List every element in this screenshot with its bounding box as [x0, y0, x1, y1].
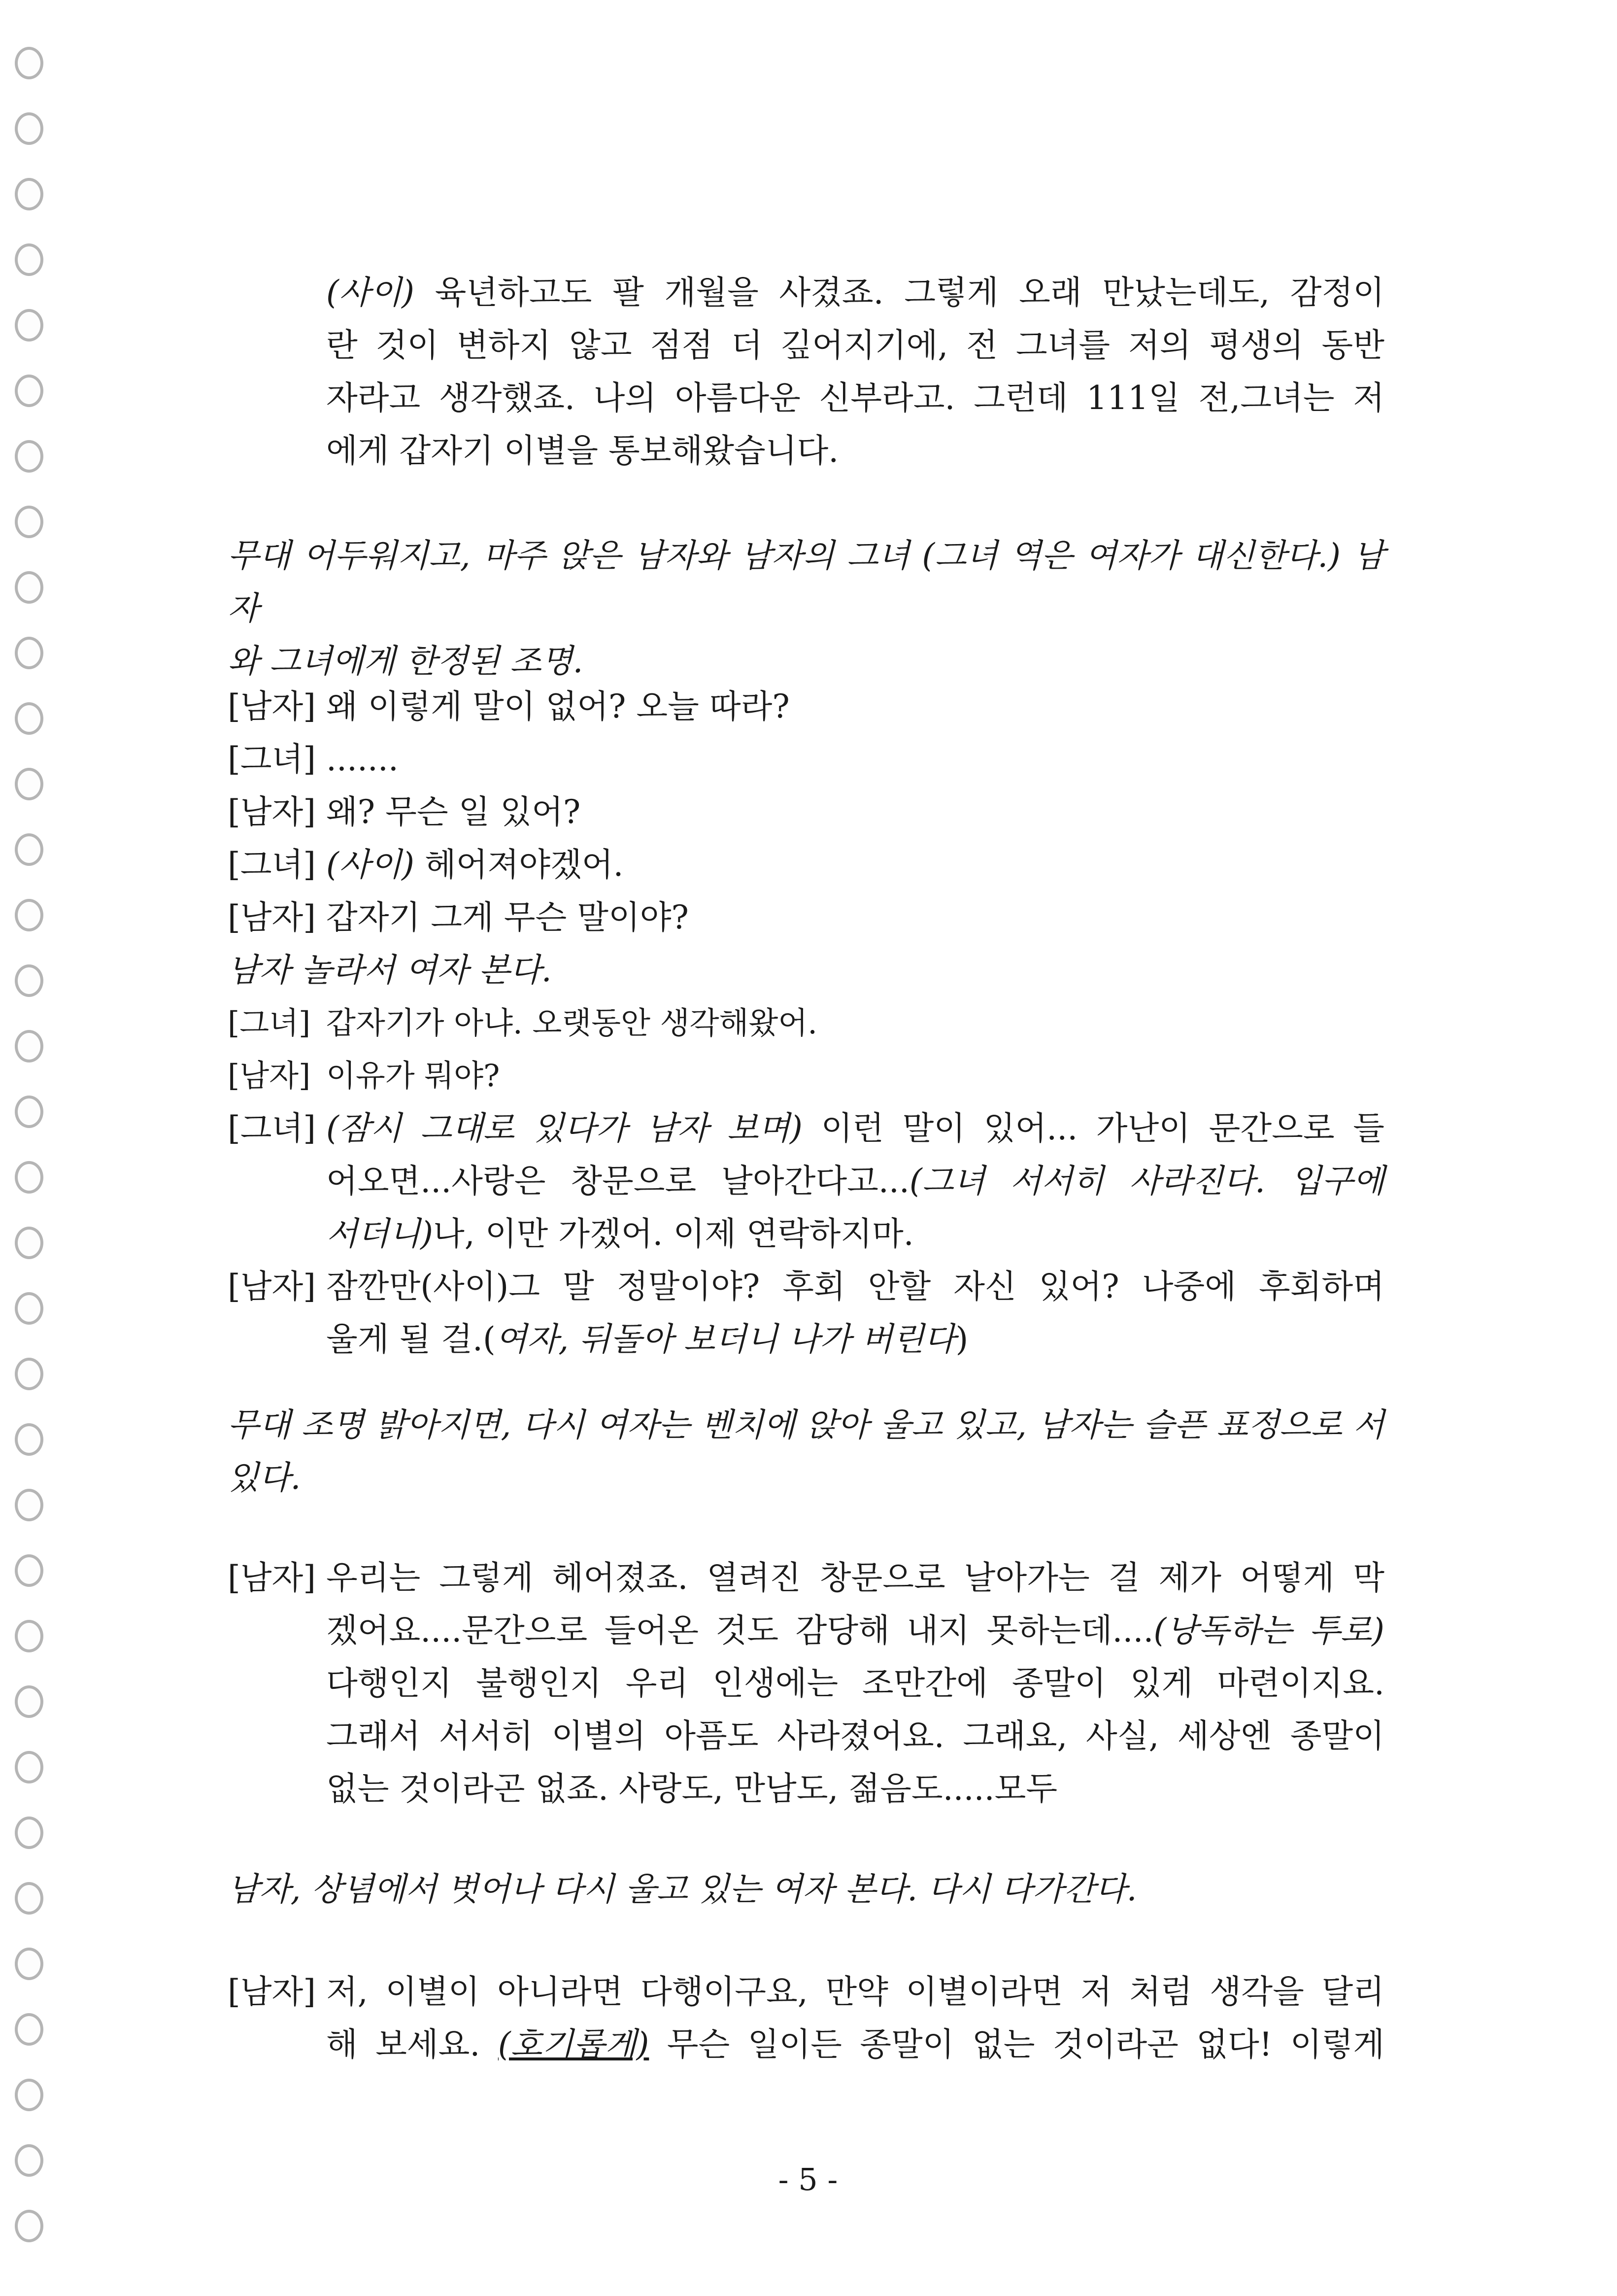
speaker-label: [남자]	[228, 1559, 316, 1597]
dialogue-subline: 잠깐만(사이)그 말 정말이야? 후회 안할 자신 있어? 나중에 후회하며	[326, 1268, 1384, 1305]
dialogue-subline: 없는 것이라곤 없죠. 사랑도, 만남도, 젊음도.....모두	[326, 1770, 1058, 1808]
stage-direction: (낭독하는 투로)	[1153, 1611, 1384, 1649]
speaker-label: [그녀]	[228, 846, 316, 884]
dialogue-block	[228, 680, 1384, 1366]
stage-direction: (그녀 서서히 사라진다. 입구에	[909, 1162, 1384, 1200]
dialogue-text	[326, 838, 1384, 891]
dialogue-line	[228, 733, 1384, 786]
speaker-label: [남자]	[228, 793, 316, 831]
stage-direction: (호기롭게)	[498, 2025, 649, 2063]
intro-paragraph	[326, 266, 1384, 477]
stage-direction-block	[228, 1399, 1384, 1504]
dialogue-text: 무슨 일이든 종말이 없는 것이라곤 없다! 이렇게	[649, 2025, 1384, 2063]
dialogue-text: 이유가 뭐야?	[326, 1058, 500, 1094]
stage-direction: 여자, 뒤돌아 보더니 나가 버린다	[495, 1320, 956, 1358]
dialogue-subline	[326, 1604, 1384, 1657]
dialogue-text	[326, 1102, 1384, 1260]
stage-line: 남자, 상념에서 벗어나 다시 울고 있는 여자 본다. 다시 다가간다.	[228, 1870, 1137, 1908]
intro-line: 란 것이 변하지 않고 점점 더 깊어지기에, 전 그녀를 저의 평생의 동반	[326, 326, 1384, 364]
intro-line	[326, 266, 1384, 319]
dialogue-text	[326, 1260, 1384, 1366]
dialogue-block	[228, 1551, 1384, 1815]
dialogue-subline: 그래서 서서히 이별의 아픔도 사라졌어요. 그래요, 사실, 세상엔 종말이	[326, 1717, 1384, 1755]
dialogue-text	[326, 1965, 1384, 2071]
dialogue-text	[326, 1551, 1384, 1815]
stage-direction: (잠시 그대로 있다가 남자 보며)	[326, 1109, 803, 1147]
dialogue-line	[228, 786, 1384, 838]
dialogue-subline: 다행인지 불행인지 우리 인생에는 조만간에 종말이 있게 마련이지요.	[326, 1664, 1384, 1702]
stage-direction: 서더니)	[326, 1215, 434, 1253]
dialogue-subline	[326, 1207, 1384, 1260]
stage-direction: (사이)	[326, 846, 415, 884]
dialogue-subline: 우리는 그렇게 헤어졌죠. 열려진 창문으로 날아가는 걸 제가 어떻게 막	[326, 1559, 1384, 1597]
stage-line: 와 그녀에게 한정된 조명.	[228, 642, 583, 680]
dialogue-text: 겠어요....문간으로 들어온 것도 감당해 내지 못하는데....	[326, 1611, 1154, 1649]
dialogue-subline	[326, 1313, 1384, 1366]
dialogue-text: .......	[326, 740, 399, 778]
dialogue-subline	[326, 2018, 1384, 2071]
dialogue-subline: 저, 이별이 아니라면 다행이구요, 만약 이별이라면 저 처럼 생각을 달리	[326, 1973, 1384, 2011]
dialogue-line	[228, 680, 1384, 733]
dialogue-subline	[326, 1155, 1384, 1207]
dialogue-text: 나, 이만 가겠어. 이제 연락하지마.	[433, 1215, 914, 1253]
dialogue-text: 갑자기 그게 무슨 말이야?	[326, 898, 689, 936]
dialogue-line	[228, 1049, 1384, 1102]
speaker-label: [남자]	[228, 687, 316, 725]
stage-direction-block	[228, 1863, 1384, 1916]
dialogue-text: 어오면...사랑은 창문으로 날아간다고...	[326, 1162, 910, 1200]
dialogue-text: 육년하고도 팔 개월을 사겼죠. 그렇게 오래 만났는데도, 감정이	[414, 274, 1384, 311]
intro-line: 자라고 생각했죠. 나의 아름다운 신부라고. 그런데 111일 전,그녀는 저	[326, 379, 1384, 417]
speaker-label: [그녀]	[228, 1005, 311, 1041]
dialogue-subline	[326, 1102, 1384, 1155]
dialogue-line	[228, 1102, 1384, 1260]
speaker-label: [그녀]	[228, 740, 316, 778]
speaker-label: [그녀]	[228, 1109, 316, 1147]
dialogue-text: 해 보세요.	[326, 2025, 498, 2063]
dialogue-text: 헤어져야겠어.	[414, 846, 624, 884]
page-number: - 5 -	[778, 2161, 838, 2197]
stage-direction-block	[228, 529, 1384, 687]
speaker-label: [남자]	[228, 1058, 311, 1094]
dialogue-line	[228, 1260, 1384, 1366]
stage-line: 무대 어두워지고, 마주 앉은 남자와 남자의 그녀 (그녀 역은 여자가 대신한다.) 남자	[228, 537, 1384, 627]
speaker-label: [남자]	[228, 898, 316, 936]
intro-line: 에게 갑자기 이별을 통보해왔습니다.	[326, 432, 839, 470]
dialogue-line	[228, 1965, 1384, 2071]
dialogue-text: )	[955, 1320, 969, 1358]
dialogue-line	[228, 996, 1384, 1049]
dialogue-text: 울게 될 걸.(	[326, 1320, 496, 1358]
stage-direction: (사이)	[326, 274, 415, 311]
dialogue-line	[228, 891, 1384, 944]
stage-line: 무대 조명 밝아지면, 다시 여자는 벤치에 앉아 울고 있고, 남자는 슬픈 표정으로 서	[228, 1406, 1384, 1444]
dialogue-text: 왜 이렇게 말이 없어? 오늘 따라?	[326, 687, 790, 725]
stage-line: 있다.	[228, 1459, 301, 1497]
dialogue-text: 왜? 무슨 일 있어?	[326, 793, 581, 831]
stage-line: 남자 놀라서 여자 본다.	[228, 951, 552, 989]
speaker-label: [남자]	[228, 1973, 316, 2011]
dialogue-block	[228, 1965, 1384, 2071]
speaker-label: [남자]	[228, 1268, 316, 1305]
dialogue-text: 갑자기가 아냐. 오랫동안 생각해왔어.	[326, 1005, 817, 1041]
dialogue-line	[228, 838, 1384, 891]
dialogue-line	[228, 1551, 1384, 1815]
dialogue-text: 이런 말이 있어... 가난이 문간으로 들	[802, 1109, 1384, 1147]
